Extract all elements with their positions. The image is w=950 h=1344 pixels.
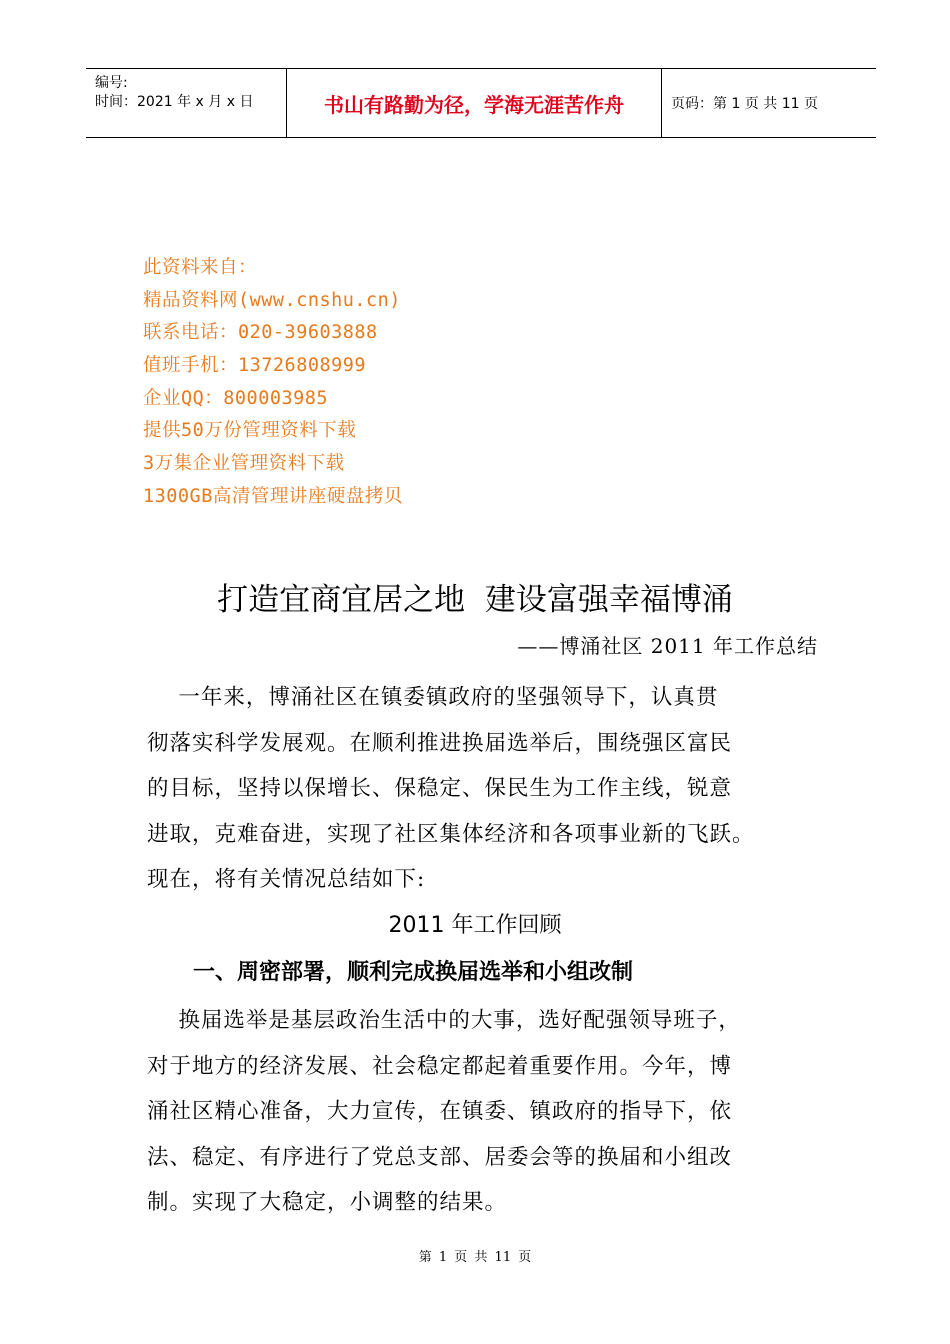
- body-paragraph: [147, 998, 827, 1226]
- source-line: 精品资料网(www.cnshu.cn): [143, 289, 401, 311]
- source-line: 值班手机：13726808999: [143, 355, 367, 377]
- source-line: 企业QQ：800003985: [143, 387, 329, 409]
- paragraph-line: 的目标，坚持以保增长、保稳定、保民生为工作主线，锐意: [147, 776, 733, 801]
- paragraph-line: 法、稳定、有序进行了党总支部、居委会等的换届和小组改: [147, 1144, 733, 1170]
- paragraph-line: 进取，克难奋进，实现了社区集体经济和各项事业新的飞跃。: [147, 821, 755, 847]
- source-line: 此资料来自：: [143, 257, 258, 278]
- time-label: 时间：2021 年 x 月 x 日: [95, 94, 254, 110]
- header-motto: 书山有路勤为径，学海无涯苦作舟: [286, 69, 662, 137]
- intro-paragraph: [147, 675, 827, 903]
- paragraph-line: 对于地方的经济发展、社会稳定都起着重要作用。今年，博: [147, 1053, 733, 1079]
- header-page-label: 页码：第 1 页 共 11 页: [671, 96, 818, 112]
- source-line: 1300GB高清管理讲座硬盘拷贝: [143, 485, 403, 507]
- source-info-block: [143, 252, 403, 514]
- heading-1: 一、周密部署，顺利完成换届选举和小组改制: [193, 960, 634, 985]
- paragraph-line: 一年来，博涌社区在镇委镇政府的坚强领导下，认真贯: [147, 685, 719, 710]
- header-table: [86, 68, 876, 138]
- paragraph-line: 现在，将有关情况总结如下:: [147, 867, 426, 892]
- paragraph-line: 彻落实科学发展观。在顺利推进换届选举后，围绕强区富民: [147, 730, 733, 756]
- section-title: 2011 年工作回顾: [388, 913, 562, 938]
- code-label: 编号:: [95, 75, 128, 91]
- paragraph-line: 换届选举是基层政治生活中的大事，选好配强领导班子，: [147, 1008, 741, 1033]
- document-subtitle: ——博涌社区 2011 年工作总结: [517, 634, 818, 658]
- page-footer: 第 1 页 共 11 页: [418, 1250, 532, 1265]
- source-line: 联系电话：020-39603888: [143, 322, 378, 344]
- document-title: 打造宜商宜居之地 建设富强幸福博涌: [217, 582, 733, 618]
- paragraph-line: 涌社区精心准备，大力宣传，在镇委、镇政府的指导下，依: [147, 1099, 733, 1124]
- source-line: 3万集企业管理资料下载: [143, 453, 345, 475]
- header-meta-cell: [86, 69, 286, 137]
- paragraph-line: 制。实现了大稳定，小调整的结果。: [147, 1190, 508, 1215]
- source-line: 提供50万份管理资料下载: [143, 420, 357, 442]
